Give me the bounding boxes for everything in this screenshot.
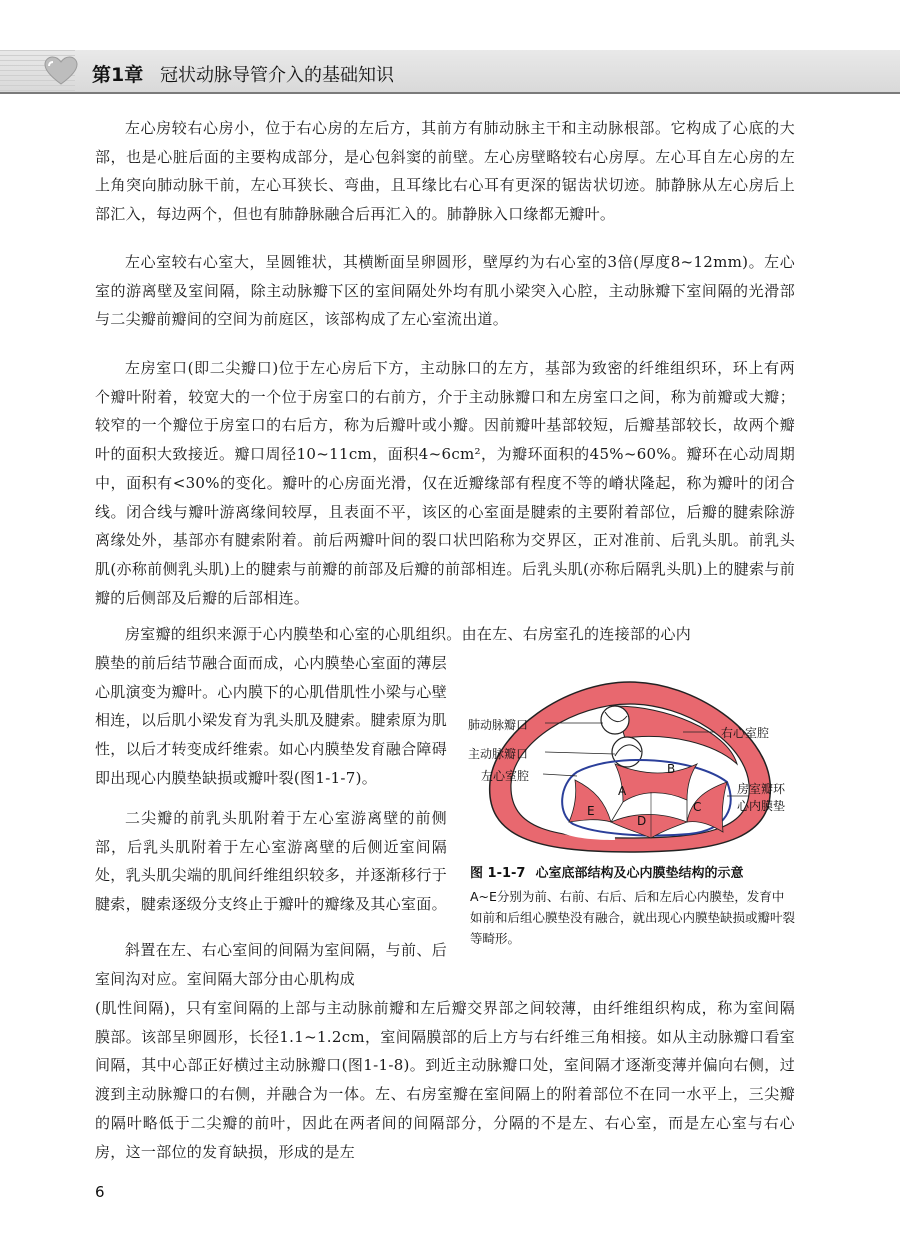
label-av-ring-line2: 心内膜垫 (737, 799, 786, 813)
figure-caption (470, 862, 795, 881)
figure-note: A~E分别为前、右前、右后、后和左后心内膜垫，发育中如前和后组心膜垫没有融合，就出现心内膜垫缺损或瓣叶裂等畸形。 (470, 889, 796, 946)
chapter-title: 冠状动脉导管介入的基础知识 (160, 65, 394, 86)
heart-logo-icon (44, 56, 78, 86)
label-aortic-valve: 主动脉瓣口 (468, 747, 529, 761)
running-header (0, 0, 900, 95)
label-cushion-d: D (637, 814, 647, 828)
paragraph-septum-cont: (肌性间隔)，只有室间隔的上部与主动脉前瓣和左后瓣交界部之间较薄，由纤维组织构成，称为室间隔膜部。该部呈卵圆形，长径1.1~1.2cm，室间隔膜部的后上方与右纤维三角相接。如从主动脉瓣口看室间隔，其中心部正好横过主动脉瓣口(图1-1-8)。到近主动脉瓣口处，室间隔才逐渐变薄并偏向右侧，过渡到主动脉瓣口的右侧，并融合为一体。左、右房室瓣在室间隔上的附着部位不在同一水平上，三尖瓣的隔叶略低于二尖瓣的前叶，因此在两者间的间隔部分，分隔的不是左、右心室，而是左心室与右心房，这一部位的发育缺损，形成的是左 (95, 999, 795, 1161)
paragraph-mitral-orifice: 左房室口(即二尖瓣口)位于左心房后下方，主动脉口的左方，基部为致密的纤维组织环，环上有两个瓣叶附着，较宽大的一个位于房室口的右前方，介于主动脉瓣口和左房室口之间，称为前瓣或大瓣；较窄的一个瓣位于房室口的右后方，称为后瓣叶或小瓣。因前瓣叶基部较短，后瓣基部较长，故两个瓣叶的面积大致接近。瓣口周径10~11cm，面积4~6cm²，为瓣环面积的45%~60%。瓣环在心动周期中，面积有<30%的变化。瓣叶的心房面光滑，仅在近瓣缘部有程度不等的嵴状隆起，称为瓣叶的闭合线。闭合线与瓣叶游离缘间较厚，且表面不平，该区的心室面是腱索的主要附着部位，后瓣的腱索除游离缘处外，基部亦有腱索附着。前后两瓣叶间的裂口状凹陷称为交界区，正对准前、后乳头肌。前乳头肌(亦称前侧乳头肌)上的腱索与前瓣的前部及后瓣的前部相连。后乳头肌(亦称后隔乳头肌)上的腱索与前瓣的后侧部及后瓣的后部相连。 (95, 359, 795, 607)
figure-caption-number: 图 1-1-7 (470, 866, 526, 881)
label-lv-cavity: 左心室腔 (481, 769, 530, 783)
label-rv-cavity: 右心室腔 (721, 726, 770, 740)
label-cushion-b: B (667, 762, 676, 776)
label-pulmonary-valve: 肺动脉瓣口 (468, 718, 529, 732)
label-av-ring-line1: 房室瓣环 (737, 782, 786, 796)
paragraph-left-ventricle: 左心室较右心室大，呈圆锥状，其横断面呈卵圆形，壁厚约为右心室的3倍(厚度8~12mm)。左心室的游离壁及室间隔，除主动脉瓣下区的室间隔处外均有肌小梁突入心腔，主动脉瓣下室间隔的光滑部与二尖瓣前瓣间的空间为前庭区，该部构成了左心室流出道。 (95, 253, 795, 329)
label-cushion-a: A (618, 784, 627, 798)
paragraph-av-valve-origin-cont: 膜垫的前后结节融合面而成，心内膜垫心室面的薄层心肌演变为瓣叶。心内膜下的心肌借肌性小梁与心壁相连，以后肌小梁发育为乳头肌及腱索。腱索原为肌性，以后才转变成纤维索。如心内膜垫发育融合障碍即出现心内膜垫缺损或瓣叶裂(图1-1-7)。 (95, 654, 447, 787)
pulmonary-valve-ring (601, 706, 629, 734)
figure-1-1-7 (465, 672, 795, 962)
label-cushion-e: E (587, 804, 595, 818)
paragraph-left-atrium: 左心房较右心房小，位于右心房的左后方，其前方有肺动脉主干和主动脉根部。它构成了心底的大部，也是心脏后面的主要构成部分，是心包斜窦的前壁。左心房壁略较右心房厚。左心耳自左心房的左上角突向肺动脉干前，左心耳狭长、弯曲，且耳缘比右心耳有更深的锯齿状切迹。肺静脉从左心房后上部汇入，每边两个，但也有肺静脉融合后再汇入的。肺静脉入口缘都无瓣叶。 (95, 119, 795, 224)
figure-caption-title: 心室底部结构及心内膜垫结构的示意 (535, 866, 744, 881)
chapter-number: 第1章 (92, 64, 144, 86)
paragraph-av-valve-origin-start: 房室瓣的组织来源于心内膜垫和心室的心肌组织。由在左、右房室孔的连接部的心内 (125, 625, 692, 643)
paragraph-septum-start: 斜置在左、右心室间的间隔为室间隔，与前、后室间沟对应。室间隔大部分由心肌构成 (95, 941, 447, 988)
paragraph-papillary-muscles: 二尖瓣的前乳头肌附着于左心室游离壁的前侧部，后乳头肌附着于左心室游离壁的后侧近室间隔处，乳头肌尖端的肌间纤维组织较多，并逐渐移行于腱索，腱索逐级分支终止于瓣叶的瓣缘及其心室面。 (95, 809, 447, 914)
header-rule (0, 92, 900, 94)
page-number: 6 (95, 1183, 105, 1201)
label-cushion-c: C (693, 800, 702, 814)
aortic-valve-ring (612, 737, 642, 767)
